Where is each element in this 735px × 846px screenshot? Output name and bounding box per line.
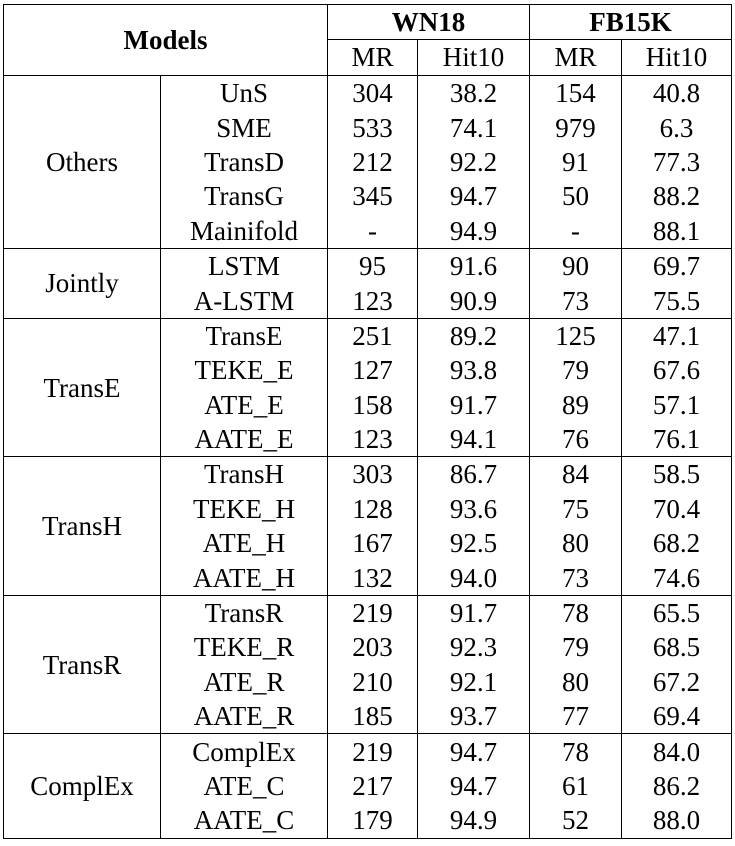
group-label: Others	[4, 76, 161, 249]
model-name-cell: SME	[161, 110, 328, 144]
value-cell-fb15k-hit10: 6.3	[622, 110, 732, 144]
value-cell-wn18-mr: 127	[328, 353, 418, 387]
value-cell-wn18-mr: 167	[328, 526, 418, 560]
model-name-cell: Mainifold	[161, 214, 328, 249]
value-cell-fb15k-mr: 979	[530, 110, 622, 144]
value-cell-wn18-hit10: 91.6	[418, 248, 530, 283]
value-cell-fb15k-hit10: 68.2	[622, 526, 732, 560]
value-cell-wn18-hit10: 74.1	[418, 110, 530, 144]
value-cell-fb15k-mr: -	[530, 214, 622, 249]
value-cell-wn18-hit10: 38.2	[418, 76, 530, 111]
table-row	[4, 457, 732, 492]
value-cell-wn18-hit10: 94.9	[418, 803, 530, 838]
value-cell-wn18-hit10: 94.1	[418, 422, 530, 457]
value-cell-wn18-hit10: 91.7	[418, 388, 530, 422]
model-name-cell: LSTM	[161, 248, 328, 283]
model-name-cell: UnS	[161, 76, 328, 111]
value-cell-wn18-mr: 217	[328, 769, 418, 803]
value-cell-wn18-hit10: 94.7	[418, 734, 530, 769]
value-cell-fb15k-hit10: 65.5	[622, 595, 732, 630]
table-row	[4, 76, 732, 111]
model-name-cell: TransH	[161, 457, 328, 492]
model-name-cell: TEKE_R	[161, 630, 328, 664]
value-cell-wn18-hit10: 94.7	[418, 769, 530, 803]
value-cell-wn18-mr: 123	[328, 422, 418, 457]
metric-header-fb15k-mr: MR	[530, 40, 622, 76]
value-cell-wn18-hit10: 92.1	[418, 665, 530, 699]
group-label: TransE	[4, 318, 161, 457]
value-cell-fb15k-mr: 73	[530, 283, 622, 318]
value-cell-fb15k-mr: 50	[530, 179, 622, 213]
value-cell-fb15k-mr: 90	[530, 248, 622, 283]
value-cell-fb15k-hit10: 76.1	[622, 422, 732, 457]
value-cell-fb15k-mr: 79	[530, 353, 622, 387]
value-cell-wn18-hit10: 92.5	[418, 526, 530, 560]
value-cell-fb15k-mr: 77	[530, 699, 622, 734]
model-name-cell: ATE_R	[161, 665, 328, 699]
value-cell-fb15k-mr: 80	[530, 526, 622, 560]
value-cell-fb15k-mr: 80	[530, 665, 622, 699]
value-cell-wn18-mr: 132	[328, 560, 418, 595]
metric-header-wn18-mr: MR	[328, 40, 418, 76]
value-cell-fb15k-mr: 154	[530, 76, 622, 111]
value-cell-fb15k-mr: 79	[530, 630, 622, 664]
table-row	[4, 595, 732, 630]
value-cell-fb15k-hit10: 47.1	[622, 318, 732, 353]
value-cell-wn18-hit10: 91.7	[418, 595, 530, 630]
value-cell-wn18-hit10: 92.3	[418, 630, 530, 664]
model-name-cell: TransR	[161, 595, 328, 630]
model-name-cell: ComplEx	[161, 734, 328, 769]
value-cell-fb15k-hit10: 58.5	[622, 457, 732, 492]
model-name-cell: ATE_C	[161, 769, 328, 803]
metric-header-wn18-hit10: Hit10	[418, 40, 530, 76]
model-name-cell: A-LSTM	[161, 283, 328, 318]
model-name-cell: AATE_R	[161, 699, 328, 734]
group-label: Jointly	[4, 248, 161, 318]
model-name-cell: TEKE_H	[161, 492, 328, 526]
value-cell-fb15k-hit10: 40.8	[622, 76, 732, 111]
value-cell-fb15k-hit10: 69.7	[622, 248, 732, 283]
value-cell-fb15k-hit10: 88.2	[622, 179, 732, 213]
value-cell-fb15k-mr: 91	[530, 145, 622, 179]
value-cell-fb15k-hit10: 68.5	[622, 630, 732, 664]
model-name-cell: TransD	[161, 145, 328, 179]
value-cell-wn18-mr: 158	[328, 388, 418, 422]
model-name-cell: TransG	[161, 179, 328, 213]
table-row	[4, 318, 732, 353]
value-cell-wn18-mr: 185	[328, 699, 418, 734]
model-name-cell: AATE_E	[161, 422, 328, 457]
value-cell-wn18-hit10: 89.2	[418, 318, 530, 353]
model-name-cell: ATE_H	[161, 526, 328, 560]
value-cell-wn18-mr: 210	[328, 665, 418, 699]
value-cell-wn18-hit10: 94.0	[418, 560, 530, 595]
value-cell-fb15k-mr: 78	[530, 595, 622, 630]
value-cell-fb15k-mr: 52	[530, 803, 622, 838]
model-name-cell: TEKE_E	[161, 353, 328, 387]
value-cell-wn18-mr: 128	[328, 492, 418, 526]
header-row-datasets	[4, 5, 732, 40]
value-cell-fb15k-mr: 73	[530, 560, 622, 595]
group-label: TransR	[4, 595, 161, 734]
group-label: TransH	[4, 457, 161, 596]
value-cell-fb15k-mr: 125	[530, 318, 622, 353]
value-cell-fb15k-hit10: 74.6	[622, 560, 732, 595]
dataset-header-wn18: WN18	[328, 5, 530, 40]
value-cell-fb15k-hit10: 77.3	[622, 145, 732, 179]
model-name-cell: ATE_E	[161, 388, 328, 422]
value-cell-wn18-mr: 212	[328, 145, 418, 179]
value-cell-fb15k-mr: 76	[530, 422, 622, 457]
value-cell-fb15k-hit10: 70.4	[622, 492, 732, 526]
value-cell-wn18-mr: 251	[328, 318, 418, 353]
value-cell-fb15k-mr: 75	[530, 492, 622, 526]
table-body	[4, 76, 732, 839]
dataset-header-fb15k: FB15K	[530, 5, 732, 40]
value-cell-wn18-mr: 203	[328, 630, 418, 664]
value-cell-wn18-hit10: 86.7	[418, 457, 530, 492]
value-cell-wn18-mr: 179	[328, 803, 418, 838]
table-header	[4, 5, 732, 76]
models-header: Models	[4, 5, 328, 76]
value-cell-wn18-hit10: 92.2	[418, 145, 530, 179]
table-row	[4, 734, 732, 769]
value-cell-wn18-mr: 95	[328, 248, 418, 283]
value-cell-wn18-mr: 123	[328, 283, 418, 318]
value-cell-fb15k-hit10: 88.1	[622, 214, 732, 249]
value-cell-wn18-mr: 219	[328, 734, 418, 769]
value-cell-wn18-hit10: 93.6	[418, 492, 530, 526]
value-cell-wn18-hit10: 93.8	[418, 353, 530, 387]
group-label: ComplEx	[4, 734, 161, 838]
model-name-cell: TransE	[161, 318, 328, 353]
metric-header-fb15k-hit10: Hit10	[622, 40, 732, 76]
value-cell-fb15k-mr: 89	[530, 388, 622, 422]
value-cell-wn18-hit10: 93.7	[418, 699, 530, 734]
value-cell-fb15k-hit10: 57.1	[622, 388, 732, 422]
value-cell-wn18-mr: 345	[328, 179, 418, 213]
value-cell-fb15k-hit10: 84.0	[622, 734, 732, 769]
value-cell-wn18-mr: 533	[328, 110, 418, 144]
value-cell-wn18-hit10: 90.9	[418, 283, 530, 318]
value-cell-wn18-hit10: 94.7	[418, 179, 530, 213]
value-cell-fb15k-mr: 61	[530, 769, 622, 803]
table-row	[4, 248, 732, 283]
value-cell-wn18-mr: 303	[328, 457, 418, 492]
value-cell-fb15k-mr: 84	[530, 457, 622, 492]
model-name-cell: AATE_C	[161, 803, 328, 838]
value-cell-fb15k-hit10: 86.2	[622, 769, 732, 803]
value-cell-fb15k-hit10: 75.5	[622, 283, 732, 318]
model-name-cell: AATE_H	[161, 560, 328, 595]
value-cell-fb15k-hit10: 67.2	[622, 665, 732, 699]
value-cell-wn18-mr: 219	[328, 595, 418, 630]
value-cell-fb15k-mr: 78	[530, 734, 622, 769]
value-cell-wn18-mr: 304	[328, 76, 418, 111]
value-cell-wn18-hit10: 94.9	[418, 214, 530, 249]
value-cell-fb15k-hit10: 88.0	[622, 803, 732, 838]
value-cell-fb15k-hit10: 69.4	[622, 699, 732, 734]
results-table	[3, 4, 732, 839]
value-cell-wn18-mr: -	[328, 214, 418, 249]
value-cell-fb15k-hit10: 67.6	[622, 353, 732, 387]
